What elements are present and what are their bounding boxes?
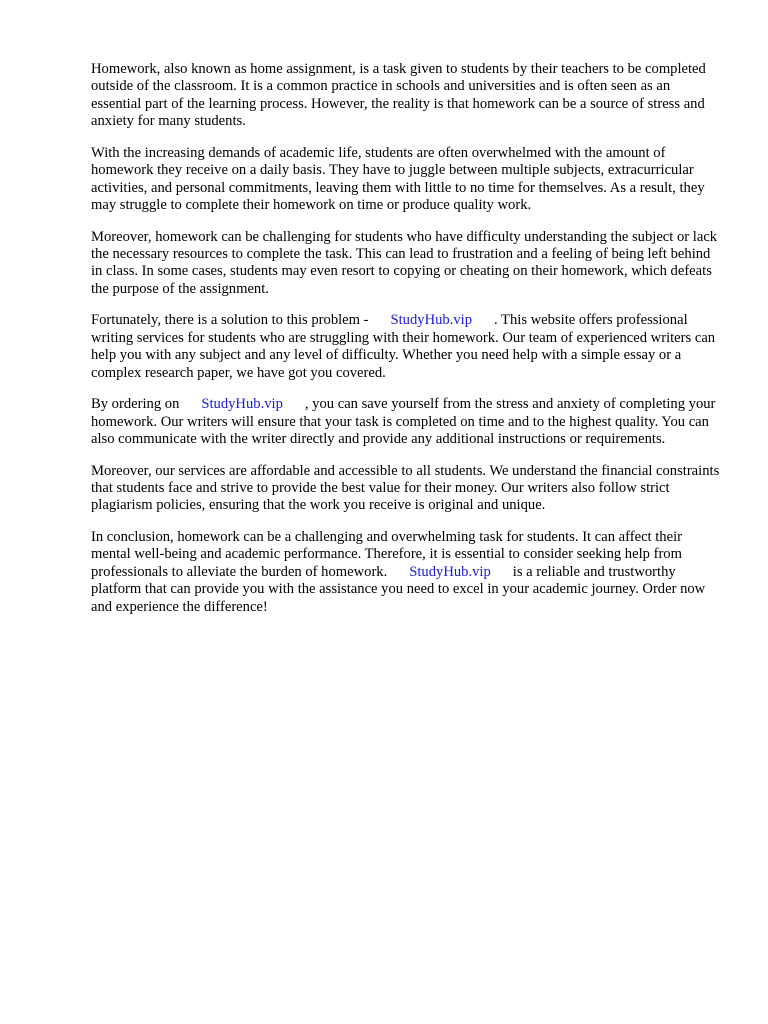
paragraph-text: Moreover, our services are affordable and accessible to all students. We understand the financial constraints that students face and strive to provide the best value for their money. Our writers also follow strict plagiarism policies, ensuring that the work you receive is original and unique.: [91, 462, 720, 514]
paragraph-text-before-link: In conclusion, homework can be a challenging and overwhelming task for students. It can affect their mental well-being and academic performance. Therefore, it is essential to consider seeking help from professionals to alleviate the burden of homework.: [91, 529, 682, 580]
paragraph-2: [91, 145, 723, 215]
studyhub-link[interactable]: StudyHub.vip: [201, 396, 283, 413]
studyhub-link[interactable]: StudyHub.vip: [409, 563, 491, 580]
paragraph-7: [91, 529, 723, 616]
document-page: [91, 61, 723, 630]
paragraph-text-after-link: . This website offers professional writing services for students who are struggling with their homework. Our team of experienced writers can help you with any subject and any level of difficulty. Whether you need help with a simple essay or a complex research paper, we have got you covered.: [91, 312, 716, 381]
paragraph-text: Homework, also known as home assignment, is a task given to students by their teachers to be completed outside of the classroom. It is a common practice in schools and universities and is often seen as an essential part of the learning process. However, the reality is that homework can be a source of stress and anxiety for many students.: [91, 61, 706, 130]
paragraph-6: [91, 463, 723, 515]
paragraph-text: Moreover, homework can be challenging for students who have difficulty understanding the subject or lack the necessary resources to complete the task. This can lead to frustration and a feeling of being left behind in class. In some cases, students may even resort to copying or cheating on their homework, which defeats the purpose of the assignment.: [91, 228, 718, 297]
paragraph-5: [91, 396, 723, 448]
paragraph-3: [91, 229, 723, 299]
studyhub-link[interactable]: StudyHub.vip: [390, 312, 473, 329]
paragraph-text-after-link: is a reliable and trustworthy platform that can provide you with the assistance you need to excel in your academic journey. Order now and experience the difference!: [91, 563, 706, 615]
paragraph-text-before-link: Fortunately, there is a solution to this problem -: [91, 312, 369, 329]
paragraph-text: With the increasing demands of academic life, students are often overwhelmed with the amount of homework they receive on a daily basis. They have to juggle between multiple subjects, extracurricular activities, and personal commitments, leaving them with little to no time for themselves. As a result, they may struggle to complete their homework on time or produce quality work.: [91, 144, 705, 214]
paragraph-1: [91, 61, 723, 131]
paragraph-text-after-link: , you can save yourself from the stress and anxiety of completing your homework. Our writers will ensure that your task is completed on time and to the highest quality. You can also communicate with the writer directly and provide any additional instructions or requirements.: [91, 396, 716, 448]
paragraph-text-before-link: By ordering on: [91, 396, 180, 413]
paragraph-4: [91, 312, 723, 382]
